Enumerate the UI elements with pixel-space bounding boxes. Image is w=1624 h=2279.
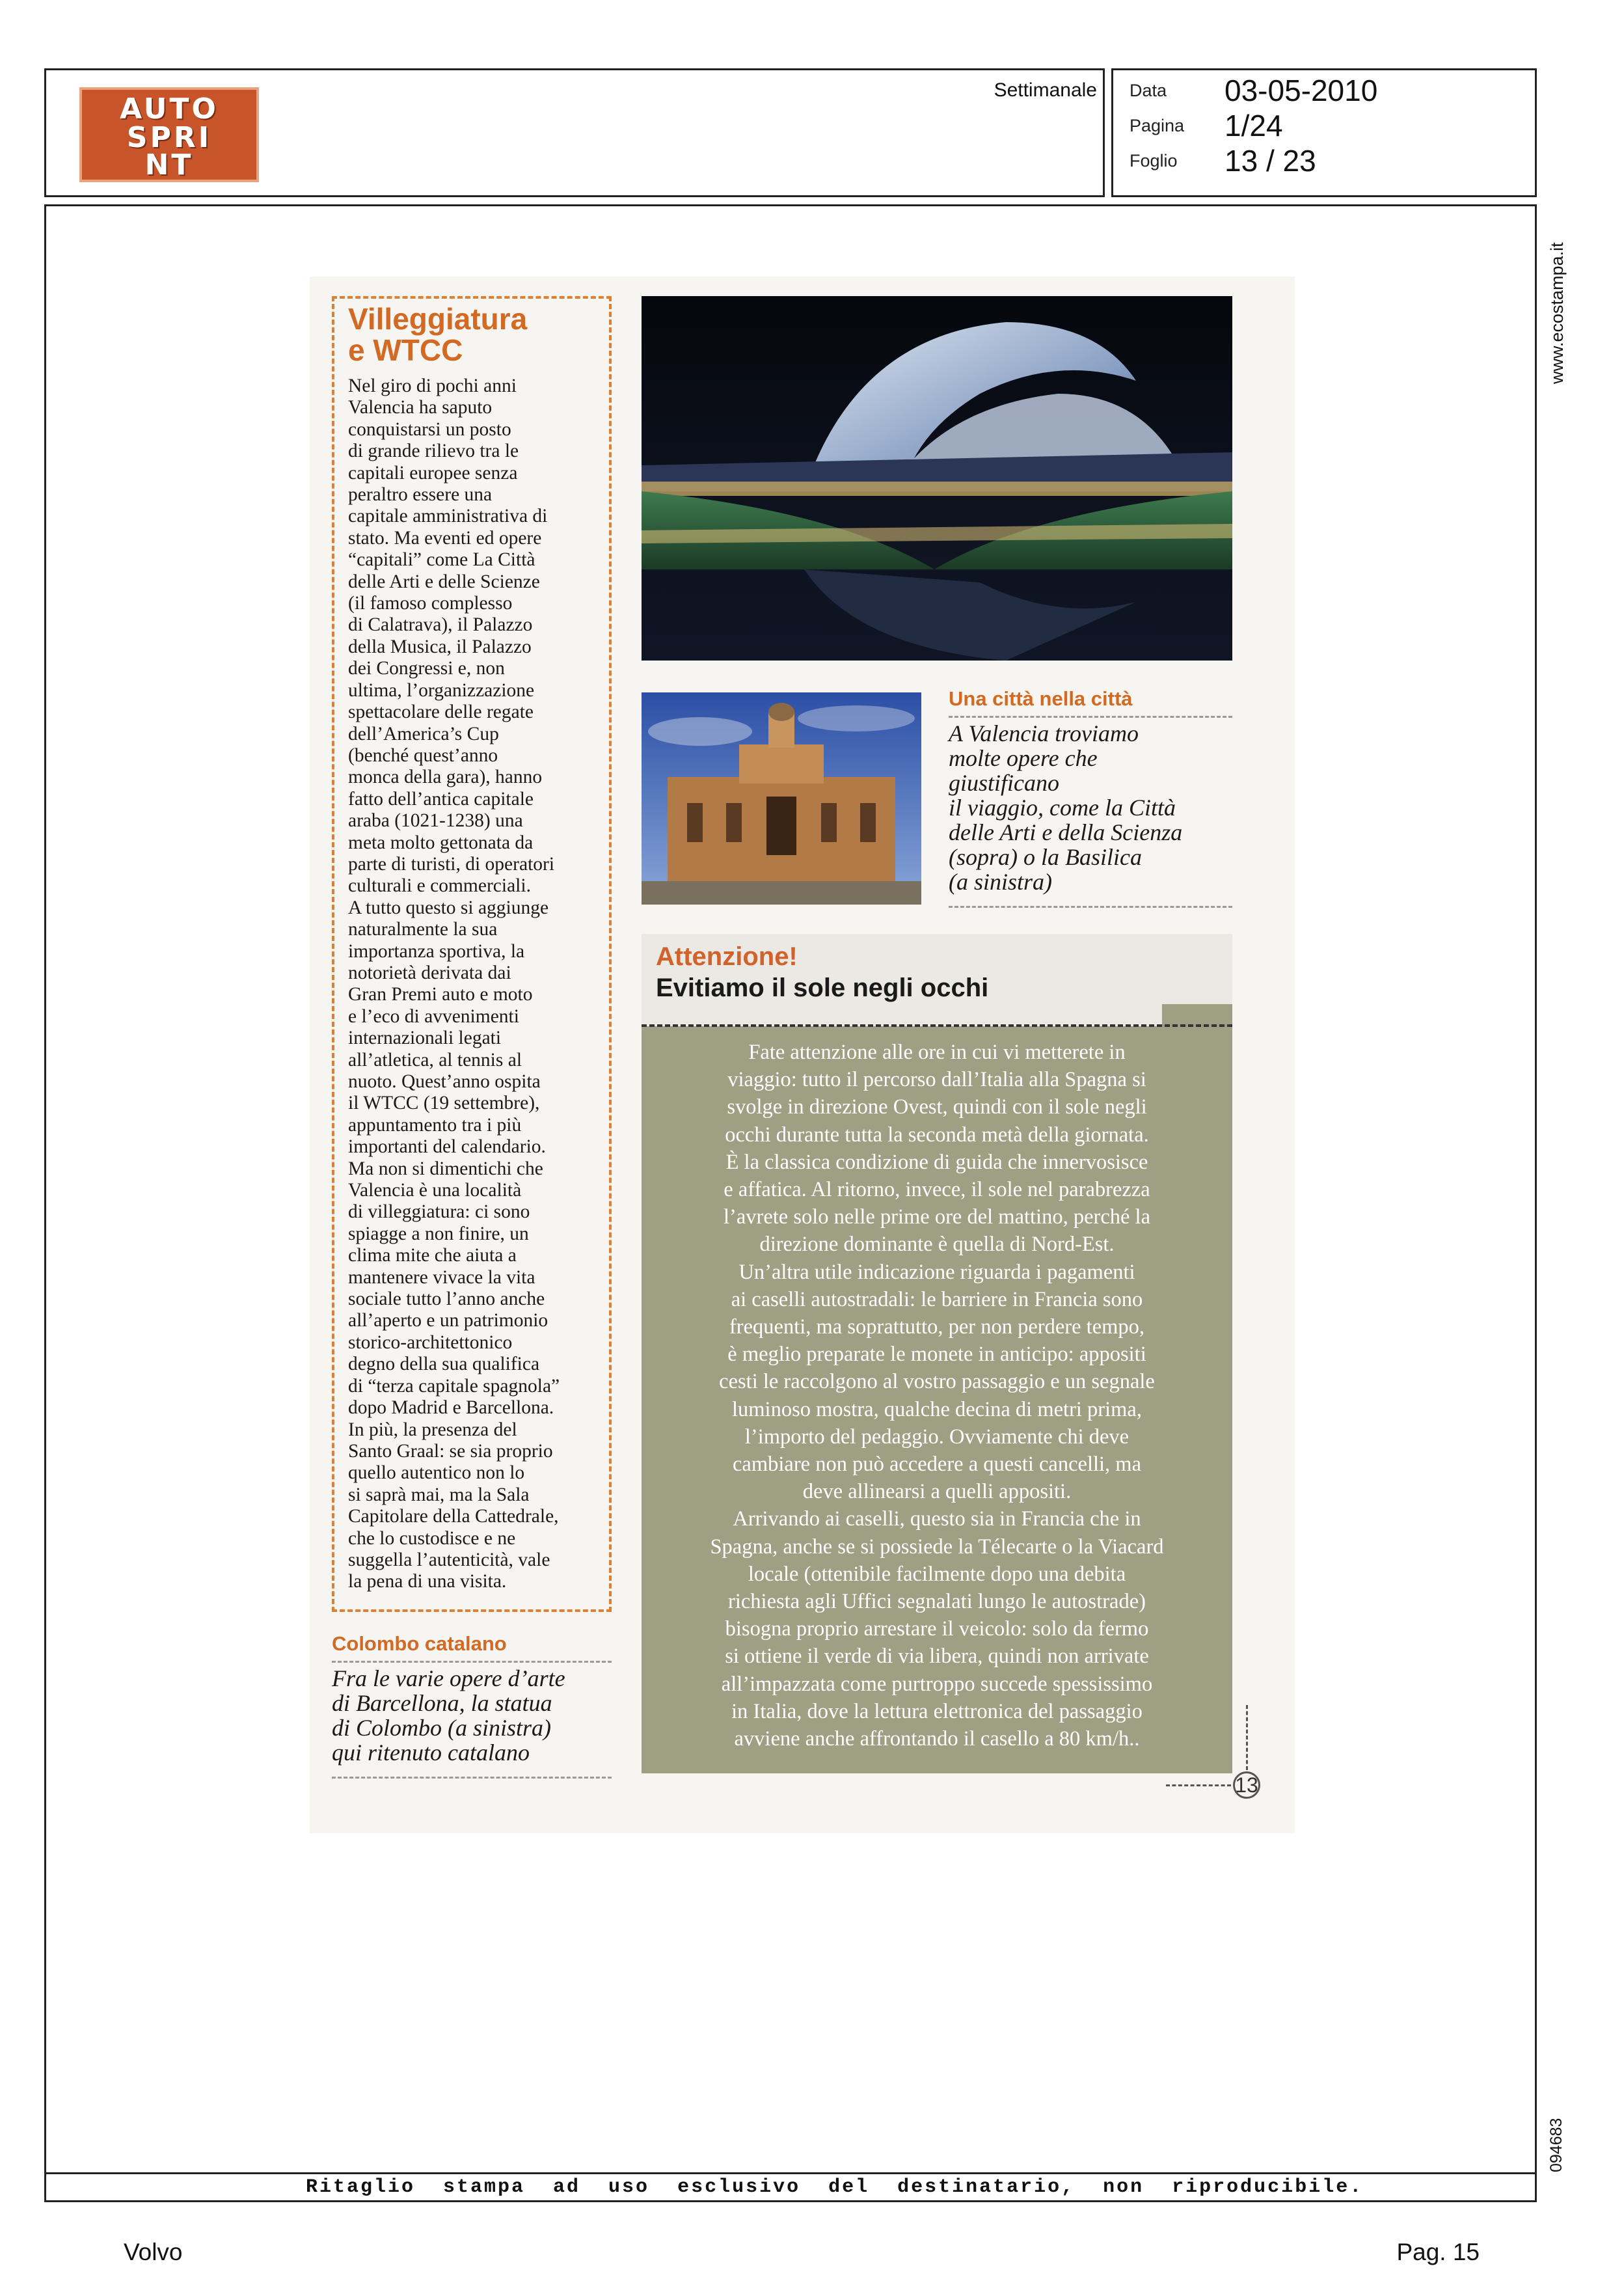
sidebar-body-line: meta molto gettonata da — [348, 832, 534, 853]
sidebar-body-line: di “terza capitale spagnola” — [348, 1375, 560, 1397]
sidebar-body-line: di villeggiatura: ci sono — [348, 1201, 530, 1223]
sidebar-body-line: la pena di una visita. — [348, 1571, 507, 1592]
sidebar-body-line: internazionali legati — [348, 1028, 502, 1049]
sidebar-body-line: importanti del calendario. — [348, 1136, 546, 1158]
sidebar-body-line: stato. Ma eventi ed opere — [348, 527, 542, 549]
photo-basilica — [642, 692, 921, 905]
sidebar-body-line: importanza sportiva, la — [348, 940, 525, 962]
sidebar-body-line: capitale amministrativa di — [348, 506, 548, 527]
sidebar-body-line: ultima, l’organizzazione — [348, 679, 535, 701]
attention-subtitle: Evitiamo il sole negli occhi — [656, 974, 989, 1002]
attention-body-line: È la classica condizione di guida che innervosisce — [725, 1150, 1148, 1174]
sidebar-body-line: (il famoso complesso — [348, 593, 513, 614]
sidebar-body-line: conquistarsi un posto — [348, 418, 511, 440]
caption-colombo-divider — [332, 1661, 612, 1663]
meta-value-foglio: 13 / 23 — [1225, 144, 1316, 178]
attention-body-line: è meglio preparate le monete in anticipo: appositi — [727, 1343, 1146, 1367]
attention-body-line: Un’altra utile indicazione riguarda i pagamenti — [738, 1260, 1135, 1284]
sidebar-body-line: il WTCC (19 settembre), — [348, 1093, 540, 1114]
caption-citta-bottom-divider — [949, 906, 1232, 908]
attention-body-line: si ottiene il verde di via libera, quindi non arrivate — [725, 1644, 1149, 1669]
autosprint-logo — [79, 87, 259, 182]
sidebar-body-line: clima mite che aiuta a — [348, 1245, 517, 1266]
attention-body-line: avviene anche affrontando il casello a 80 km/h.. — [734, 1727, 1140, 1751]
meta-label-pagina: Pagina — [1130, 116, 1185, 135]
sidebar-body-line: appuntamento tra i più — [348, 1114, 522, 1136]
attention-body-line: Fate attenzione alle ore in cui vi metterete in — [748, 1041, 1126, 1064]
side-code: 094683 — [1547, 2118, 1565, 2172]
attention-body-line: e affatica. Al ritorno, invece, il sole nel parabrezza — [724, 1178, 1150, 1202]
sidebar-body-line: Ma non si dimentichi che — [348, 1158, 543, 1179]
sidebar-body-line: Valencia è una località — [348, 1180, 522, 1201]
sidebar-body-line: spiagge a non finire, un — [348, 1223, 529, 1244]
sidebar-title-line-2: e WTCC — [348, 333, 463, 367]
sidebar-body-line: mantenere vivace la vita — [348, 1266, 535, 1288]
meta-label-foglio: Foglio — [1130, 151, 1178, 171]
caption-citta-line: il viaggio, come la Città — [949, 795, 1176, 821]
attention-body-line: richiesta agli Uffici segnalati lungo le autostrade) — [728, 1590, 1146, 1614]
attention-body-line: viaggio: tutto il percorso dall’Italia alla Spagna si — [727, 1068, 1146, 1092]
sidebar-title — [348, 303, 527, 366]
caption-colombo-line: di Colombo (a sinistra) — [332, 1715, 552, 1741]
meta-value-pagina: 1/24 — [1225, 109, 1283, 143]
attention-body-line: l’importo del pedaggio. Ovviamente chi deve — [744, 1425, 1130, 1449]
caption-citta-divider — [949, 716, 1232, 718]
attention-body-line: in Italia, dove la lettura elettronica del passaggio — [731, 1699, 1143, 1723]
sidebar-body-line: parte di turisti, di operatori — [348, 853, 555, 875]
attention-body — [653, 1039, 1221, 1753]
attention-body-line: luminoso mostra, qualche decina di metri prima, — [732, 1397, 1142, 1421]
sidebar-body-line: Valencia ha saputo — [348, 397, 493, 418]
sidebar-body-line: di Calatrava), il Palazzo — [348, 614, 533, 636]
attention-body-line: Arrivando ai caselli, questo sia in Francia che in — [733, 1507, 1141, 1531]
attention-body-line: occhi durante tutta la seconda metà della giornata. — [725, 1123, 1149, 1147]
sidebar-body-line: spettacolare delle regate — [348, 702, 534, 723]
sidebar-body-line: Santo Graal: se sia proprio — [348, 1440, 553, 1462]
sidebar-body-line: (benché quest’anno — [348, 744, 498, 766]
sidebar-body-line: degno della sua qualifica — [348, 1354, 540, 1375]
sidebar-body-line: delle Arti e delle Scienze — [348, 571, 540, 592]
sidebar-body-line: che lo custodisce e ne — [348, 1527, 516, 1549]
sidebar-body-line: dopo Madrid e Barcellona. — [348, 1397, 554, 1419]
sidebar-body-line: “capitali” come La Città — [348, 549, 535, 571]
attention-body-line: Spagna, anche se si possiede la Télecarte o la Viacard — [710, 1535, 1164, 1559]
sidebar-body-line: nuoto. Quest’anno ospita — [348, 1071, 541, 1092]
caption-citta-line: A Valencia troviamo — [949, 720, 1139, 746]
sidebar-body-line: della Musica, il Palazzo — [348, 636, 532, 657]
caption-colombo-title: Colombo catalano — [332, 1632, 507, 1655]
attention-divider — [642, 1024, 1232, 1027]
caption-colombo-line: di Barcellona, la statua — [332, 1690, 552, 1716]
caption-colombo-line: Fra le varie opere d’arte — [332, 1665, 565, 1691]
sidebar-body-line: Gran Premi auto e moto — [348, 984, 533, 1005]
caption-citta-line: delle Arti e della Scienza — [949, 819, 1183, 845]
caption-citta-text — [949, 721, 1232, 894]
attention-body-line: cesti le raccolgono al vostro passaggio e un segnale — [719, 1370, 1155, 1394]
sidebar-body-line: dei Congressi e, non — [348, 658, 505, 679]
sidebar-body-line: e l’eco di avvenimenti — [348, 1005, 519, 1027]
frequency-label: Settimanale — [994, 79, 1097, 101]
sidebar-body-line: In più, la presenza del — [348, 1419, 517, 1440]
caption-colombo-text — [332, 1666, 612, 1765]
frame-footer-divider — [44, 2172, 1537, 2174]
attention-body-line: ai caselli autostradali: le barriere in Francia sono — [731, 1287, 1143, 1311]
sidebar-body-line: di grande rilievo tra le — [348, 441, 519, 462]
caption-citta-line: (a sinistra) — [949, 869, 1053, 895]
sidebar-body-line: naturalmente la sua — [348, 919, 498, 940]
footer-client: Volvo — [124, 2239, 183, 2265]
caption-colombo-line: qui ritenuto catalano — [332, 1740, 530, 1766]
sidebar-body-line: storico-architettonico — [348, 1331, 513, 1353]
attention-body-line: bisogna proprio arrestare il veicolo: solo da fermo — [725, 1617, 1149, 1641]
photo-citta-arti-scienze — [642, 296, 1232, 661]
sidebar-title-line-1: Villeggiatura — [348, 302, 528, 336]
disclaimer-text: Ritaglio stampa ad uso esclusivo del destinatario, non riproducibile. — [306, 2176, 1364, 2198]
sidebar-body-line: capitali europee senza — [348, 462, 518, 484]
sidebar-body-line: quello autentico non lo — [348, 1462, 525, 1484]
sidebar-body-line: notorietà derivata dai — [348, 962, 511, 983]
attention-body-line: all’impazzata come purtroppo succede spessissimo — [721, 1672, 1153, 1696]
attention-body-line: direzione dominante è quella di Nord-Est. — [759, 1233, 1115, 1257]
attention-body-line: l’avrete solo nelle prime ore del mattino, perché la — [723, 1205, 1151, 1229]
sidebar-body-line: peraltro essere una — [348, 484, 493, 506]
sidebar-body-line: araba (1021-1238) una — [348, 810, 523, 832]
sidebar-body-line: Nel giro di pochi anni — [348, 375, 517, 396]
sidebar-body-line: sociale tutto l’anno anche — [348, 1289, 545, 1310]
photo-citta-arti-scienze-image — [642, 296, 1232, 661]
photo-basilica-image — [642, 692, 921, 905]
attention-body-line: cambiare non può accedere a questi cancelli, ma — [732, 1453, 1141, 1477]
attention-body-line: svolge in direzione Ovest, quindi con il sole negli — [727, 1095, 1147, 1119]
sidebar-body-line: monca della gara), hanno — [348, 767, 543, 788]
attention-header-tab — [1162, 934, 1232, 1004]
sidebar-body-line: all’atletica, al tennis al — [348, 1049, 522, 1071]
sidebar-body-line: culturali e commerciali. — [348, 875, 531, 897]
page-number-vertical-rule — [1246, 1705, 1248, 1770]
side-url: www.ecostampa.it — [1547, 242, 1567, 384]
attention-body-line: deve allinearsi a quelli appositi. — [802, 1480, 1072, 1504]
sidebar-body-line: fatto dell’antica capitale — [348, 788, 534, 810]
sidebar-body — [348, 375, 601, 1593]
caption-colombo-bottom-divider — [332, 1777, 612, 1779]
attention-title: Attenzione! — [656, 942, 798, 971]
page-number-rule — [1166, 1784, 1231, 1786]
caption-citta-line: (sopra) o la Basilica — [949, 844, 1142, 870]
footer-page: Pag. 15 — [1396, 2239, 1480, 2265]
meta-label-data: Data — [1130, 81, 1167, 100]
sidebar-body-line: Capitolare della Cattedrale, — [348, 1506, 559, 1527]
logo-line-1: AUTO — [120, 92, 219, 126]
caption-citta-line: giustificano — [949, 770, 1059, 796]
sidebar-body-line: suggella l’autenticità, vale — [348, 1549, 550, 1570]
sidebar-body-line: dell’America’s Cup — [348, 723, 499, 744]
sidebar-body-line: si saprà mai, ma la Sala — [348, 1484, 530, 1505]
sidebar-body-line: all’aperto e un patrimonio — [348, 1310, 548, 1331]
page-number: 13 — [1233, 1771, 1260, 1799]
logo-line-2: SPRI — [126, 121, 212, 154]
caption-citta-line: molte opere che — [949, 745, 1098, 771]
meta-value-data: 03-05-2010 — [1225, 74, 1378, 107]
attention-body-line: frequenti, ma soprattutto, per non perdere tempo, — [729, 1315, 1145, 1339]
attention-body-line: locale (ottenibile facilmente dopo una debita — [748, 1562, 1126, 1586]
sidebar-body-line: A tutto questo si aggiunge — [348, 897, 549, 918]
logo-line-3: NT — [144, 148, 194, 182]
caption-citta-title: Una città nella città — [949, 687, 1133, 710]
